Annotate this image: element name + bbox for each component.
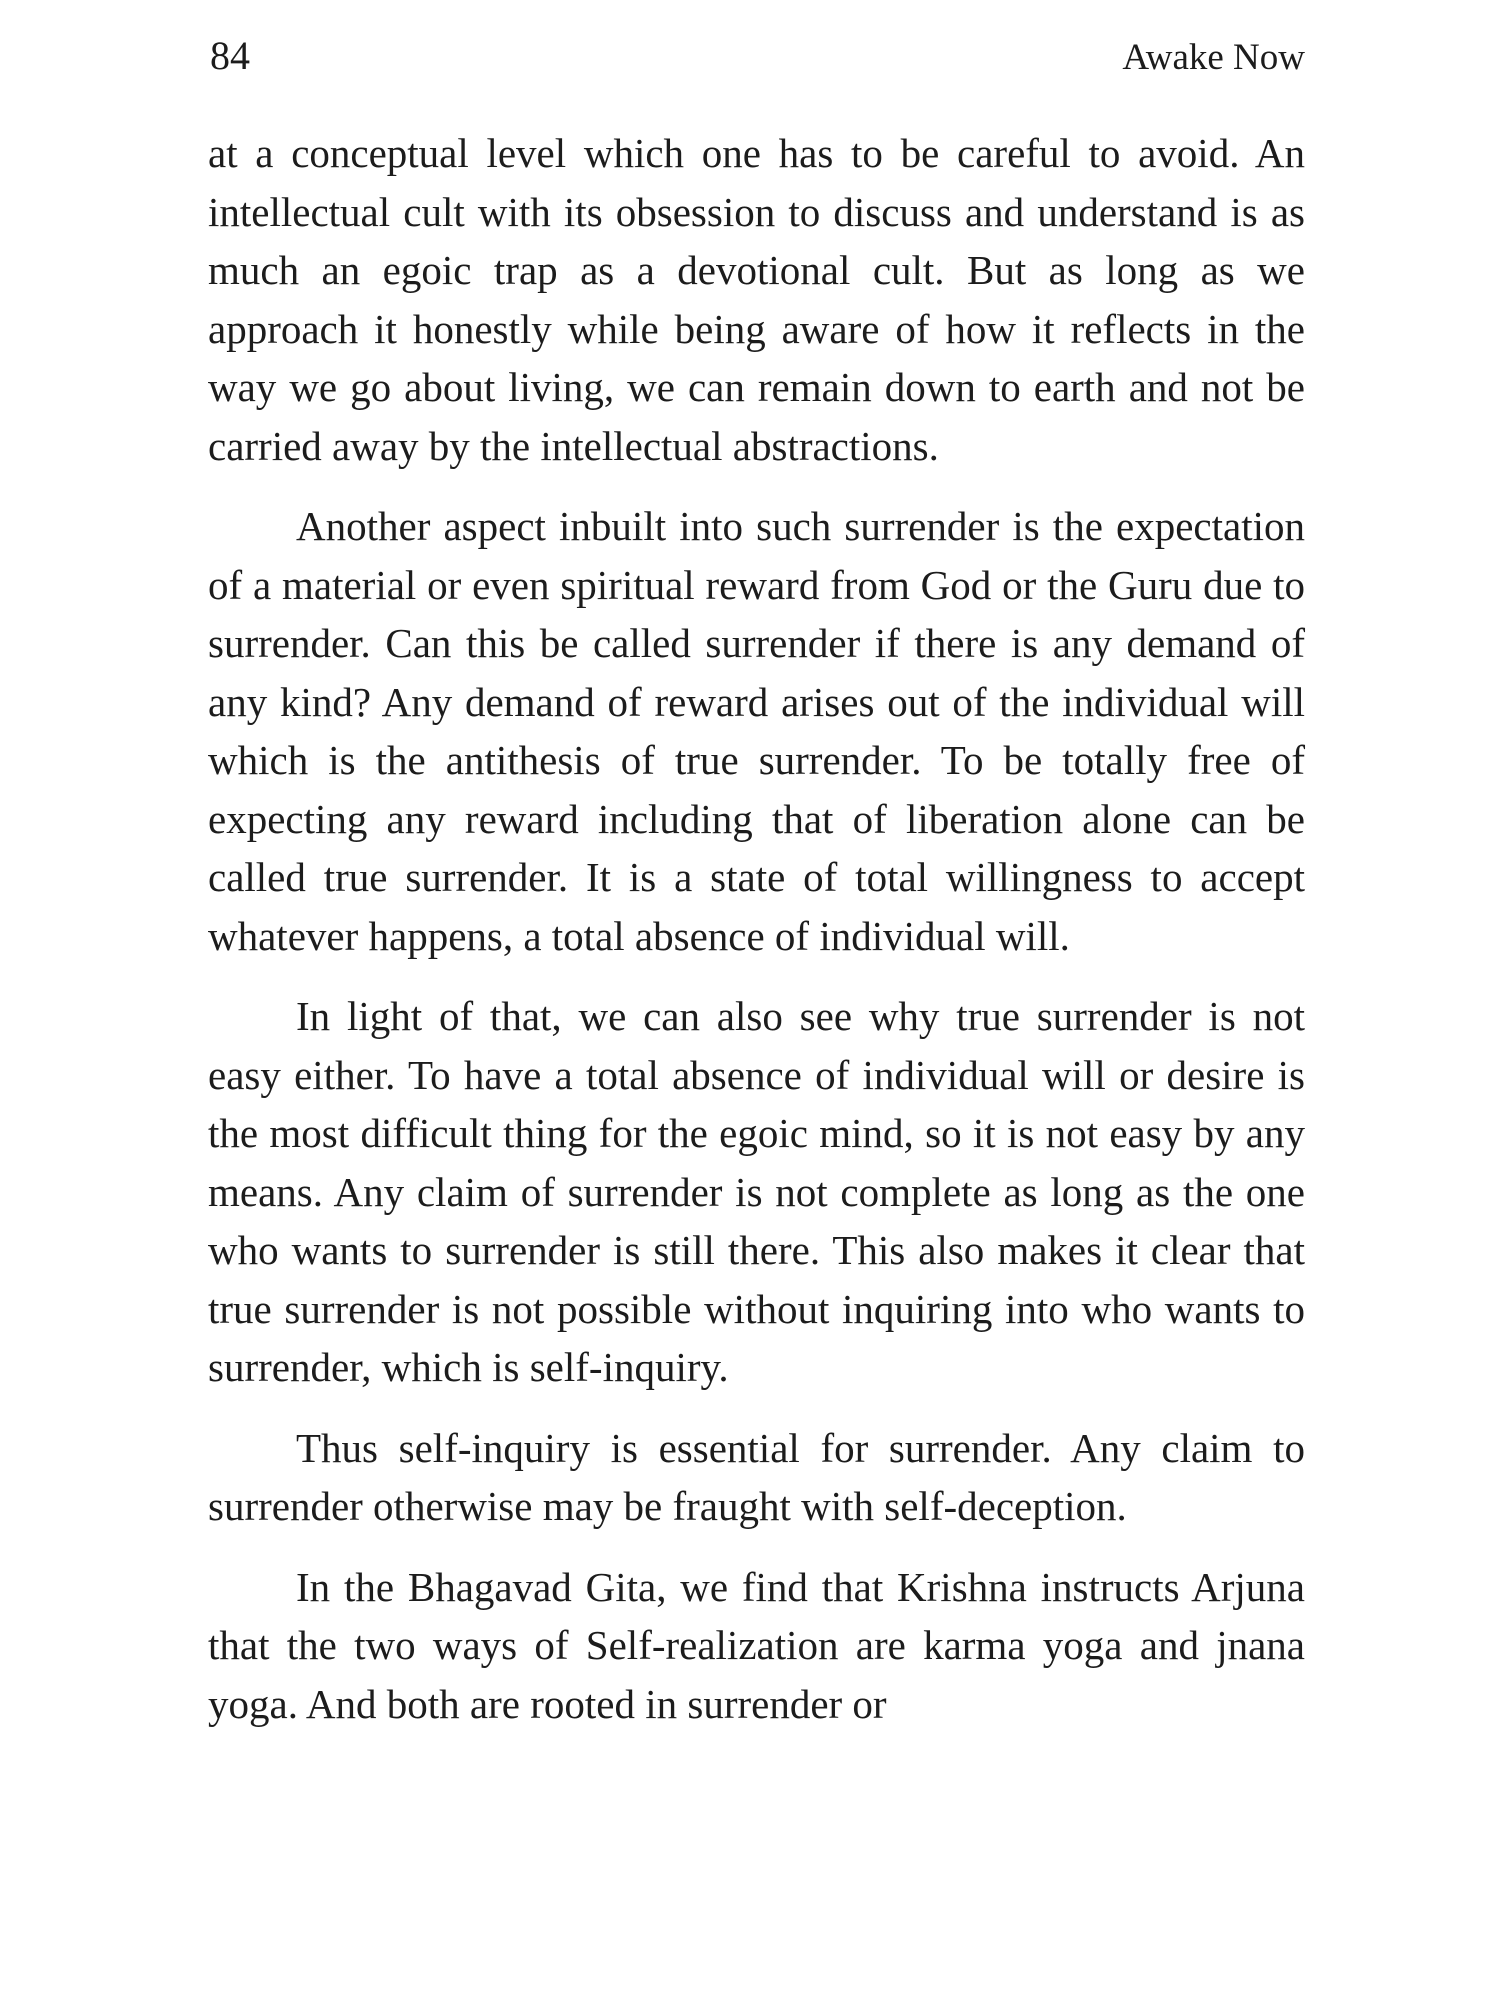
running-title: Awake Now [1122,37,1305,78]
body-text [208,124,1305,1755]
page-number: 84 [210,33,250,78]
paragraph-continued: at a conceptual level which one has to be careful to avoid. An intellectual cult with its obsession to discuss and understand is as much an egoic trap as a devotional cult. But as long as we approach it honestly while being aware of how it reflects in the way we go about living, we can remain down to earth and not be carried away by the intellectual abstractions. [208,130,1305,469]
paragraph: Another aspect inbuilt into such surrender is the expectation of a material or even spiritual reward from God or the Guru due to surrender. Can this be called surrender if there is any demand of any kind? Any demand of reward arises out of the individual will which is the antithesis of true surrender. To be totally free of expecting any reward including that of liberation alone can be called true surrender. It is a state of total willingness to accept whatever happens, a total absence of individual will. [208,503,1305,959]
paragraph: Thus self-inquiry is essential for surrender. Any claim to surrender otherwise may be fraught with self-deception. [208,1424,1305,1529]
page-header [208,26,1305,86]
paragraph: In the Bhagavad Gita, we find that Krishna instructs Arjuna that the two ways of Self-realization are karma yoga and jnana yoga. And both are rooted in surrender or [208,1563,1305,1727]
paragraph: In light of that, we can also see why true surrender is not easy either. To have a total absence of individual will or desire is the most difficult thing for the egoic mind, so it is not easy by any means. Any claim of surrender is not complete as long as the one who wants to surrender is still there. This also makes it clear that true surrender is not possible without inquiring into who wants to surrender, which is self-inquiry. [208,993,1305,1390]
